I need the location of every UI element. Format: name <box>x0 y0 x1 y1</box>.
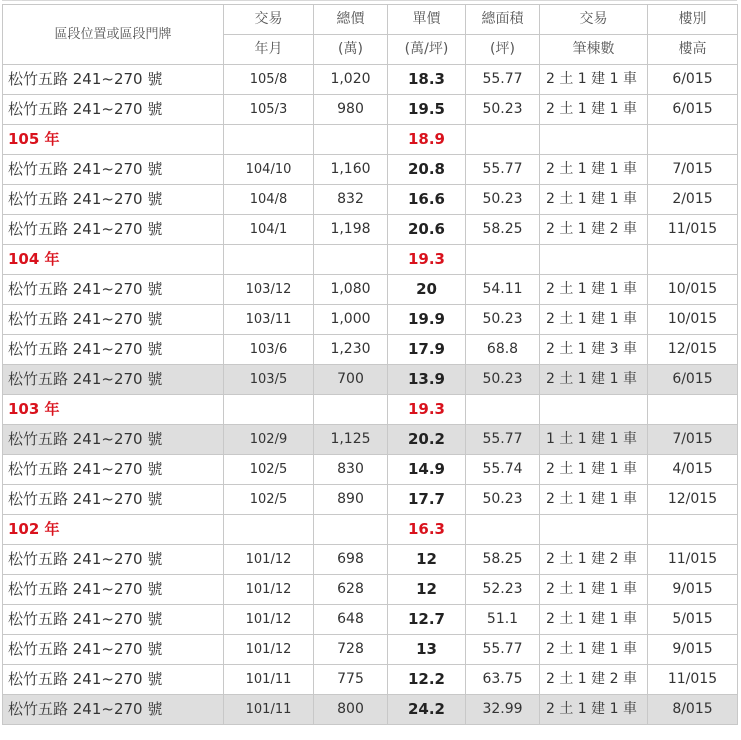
area-cell: 55.77 <box>466 65 540 95</box>
total-price-cell: 1,000 <box>314 305 388 335</box>
total-price-cell: 698 <box>314 545 388 575</box>
unit-price-cell: 14.9 <box>388 455 466 485</box>
area-cell: 50.23 <box>466 485 540 515</box>
area-cell: 52.23 <box>466 575 540 605</box>
header-trade-bottom: 年月 <box>224 35 314 65</box>
floor-cell: 12/015 <box>648 485 738 515</box>
address-cell: 松竹五路 241~270 號 <box>3 185 224 215</box>
year-summary-row <box>3 125 738 155</box>
deal-count-cell: 2 土 1 建 1 車 <box>540 575 648 605</box>
unit-price-cell: 13 <box>388 635 466 665</box>
floor-cell: 6/015 <box>648 365 738 395</box>
trade-date-cell: 101/11 <box>224 665 314 695</box>
table-row <box>3 305 738 335</box>
area-cell: 55.77 <box>466 425 540 455</box>
table-row <box>3 425 738 455</box>
address-cell: 松竹五路 241~270 號 <box>3 665 224 695</box>
deal-count-cell: 2 土 1 建 2 車 <box>540 545 648 575</box>
table-row <box>3 215 738 245</box>
table-row <box>3 485 738 515</box>
table-row <box>3 95 738 125</box>
address-cell: 松竹五路 241~270 號 <box>3 455 224 485</box>
floor-cell: 11/015 <box>648 545 738 575</box>
trade-date-cell: 103/6 <box>224 335 314 365</box>
deal-count-cell: 2 土 1 建 1 車 <box>540 365 648 395</box>
address-cell: 松竹五路 241~270 號 <box>3 155 224 185</box>
floor-cell: 6/015 <box>648 95 738 125</box>
area-cell: 55.77 <box>466 635 540 665</box>
deal-count-cell: 2 土 1 建 1 車 <box>540 185 648 215</box>
unit-price-cell: 20 <box>388 275 466 305</box>
address-cell: 松竹五路 241~270 號 <box>3 65 224 95</box>
address-cell: 松竹五路 241~270 號 <box>3 485 224 515</box>
area-cell: 68.8 <box>466 335 540 365</box>
table-row <box>3 545 738 575</box>
area-cell: 54.11 <box>466 275 540 305</box>
header-address: 區段位置或區段門牌 <box>3 5 224 65</box>
trade-date-cell: 103/5 <box>224 365 314 395</box>
header-floor-top: 樓別 <box>648 5 738 35</box>
unit-price-cell: 12 <box>388 575 466 605</box>
empty-cell <box>466 395 540 425</box>
trade-date-cell: 101/12 <box>224 605 314 635</box>
total-price-cell: 775 <box>314 665 388 695</box>
header-row-top <box>3 5 738 35</box>
deal-count-cell: 2 土 1 建 1 車 <box>540 275 648 305</box>
deal-count-cell: 2 土 1 建 1 車 <box>540 605 648 635</box>
trade-date-cell: 102/5 <box>224 455 314 485</box>
trade-date-cell: 105/8 <box>224 65 314 95</box>
address-cell: 松竹五路 241~270 號 <box>3 365 224 395</box>
total-price-cell: 1,230 <box>314 335 388 365</box>
table-row <box>3 635 738 665</box>
area-cell: 32.99 <box>466 695 540 725</box>
empty-cell <box>466 245 540 275</box>
unit-price-cell: 12 <box>388 545 466 575</box>
floor-cell: 9/015 <box>648 575 738 605</box>
floor-cell: 10/015 <box>648 275 738 305</box>
total-price-cell: 1,125 <box>314 425 388 455</box>
total-price-cell: 728 <box>314 635 388 665</box>
total-price-cell: 1,198 <box>314 215 388 245</box>
table-row <box>3 575 738 605</box>
year-label: 105 年 <box>3 125 224 155</box>
table-row <box>3 65 738 95</box>
empty-cell <box>314 395 388 425</box>
table-header <box>3 5 738 65</box>
empty-cell <box>314 245 388 275</box>
deal-count-cell: 1 土 1 建 1 車 <box>540 425 648 455</box>
trade-date-cell: 102/5 <box>224 485 314 515</box>
deal-count-cell: 2 土 1 建 1 車 <box>540 305 648 335</box>
table-row <box>3 365 738 395</box>
trade-date-cell: 104/1 <box>224 215 314 245</box>
area-cell: 55.77 <box>466 155 540 185</box>
empty-cell <box>314 125 388 155</box>
unit-price-cell: 12.2 <box>388 665 466 695</box>
year-average-unit-price: 19.3 <box>388 395 466 425</box>
table-row <box>3 275 738 305</box>
unit-price-cell: 20.2 <box>388 425 466 455</box>
deal-count-cell: 2 土 1 建 2 車 <box>540 215 648 245</box>
empty-cell <box>540 515 648 545</box>
trade-date-cell: 103/12 <box>224 275 314 305</box>
empty-cell <box>466 125 540 155</box>
trade-date-cell: 103/11 <box>224 305 314 335</box>
unit-price-cell: 17.7 <box>388 485 466 515</box>
table-row <box>3 335 738 365</box>
empty-cell <box>466 515 540 545</box>
deal-count-cell: 2 土 1 建 1 車 <box>540 635 648 665</box>
trade-date-cell: 101/12 <box>224 575 314 605</box>
total-price-cell: 1,160 <box>314 155 388 185</box>
area-cell: 55.74 <box>466 455 540 485</box>
total-price-cell: 832 <box>314 185 388 215</box>
header-deal-bottom: 筆棟數 <box>540 35 648 65</box>
unit-price-cell: 20.6 <box>388 215 466 245</box>
trade-date-cell: 101/12 <box>224 545 314 575</box>
area-cell: 58.25 <box>466 215 540 245</box>
address-cell: 松竹五路 241~270 號 <box>3 215 224 245</box>
empty-cell <box>540 395 648 425</box>
header-total-top: 總價 <box>314 5 388 35</box>
table-body <box>3 65 738 725</box>
total-price-cell: 830 <box>314 455 388 485</box>
year-average-unit-price: 16.3 <box>388 515 466 545</box>
total-price-cell: 1,020 <box>314 65 388 95</box>
header-trade-top: 交易 <box>224 5 314 35</box>
trade-date-cell: 105/3 <box>224 95 314 125</box>
empty-cell <box>648 245 738 275</box>
empty-cell <box>648 125 738 155</box>
total-price-cell: 980 <box>314 95 388 125</box>
floor-cell: 2/015 <box>648 185 738 215</box>
address-cell: 松竹五路 241~270 號 <box>3 545 224 575</box>
unit-price-cell: 12.7 <box>388 605 466 635</box>
year-label: 103 年 <box>3 395 224 425</box>
empty-cell <box>540 125 648 155</box>
address-cell: 松竹五路 241~270 號 <box>3 695 224 725</box>
unit-price-cell: 17.9 <box>388 335 466 365</box>
empty-cell <box>648 515 738 545</box>
floor-cell: 5/015 <box>648 605 738 635</box>
total-price-cell: 648 <box>314 605 388 635</box>
deal-count-cell: 2 土 1 建 1 車 <box>540 155 648 185</box>
table-row <box>3 455 738 485</box>
floor-cell: 11/015 <box>648 665 738 695</box>
address-cell: 松竹五路 241~270 號 <box>3 425 224 455</box>
header-unit-top: 單價 <box>388 5 466 35</box>
table-row <box>3 155 738 185</box>
area-cell: 50.23 <box>466 365 540 395</box>
table-row <box>3 185 738 215</box>
floor-cell: 9/015 <box>648 635 738 665</box>
deal-count-cell: 2 土 1 建 2 車 <box>540 665 648 695</box>
unit-price-cell: 24.2 <box>388 695 466 725</box>
empty-cell <box>224 245 314 275</box>
deal-count-cell: 2 土 1 建 1 車 <box>540 695 648 725</box>
area-cell: 50.23 <box>466 305 540 335</box>
year-label: 102 年 <box>3 515 224 545</box>
floor-cell: 7/015 <box>648 425 738 455</box>
area-cell: 58.25 <box>466 545 540 575</box>
empty-cell <box>648 395 738 425</box>
total-price-cell: 628 <box>314 575 388 605</box>
total-price-cell: 700 <box>314 365 388 395</box>
table-row <box>3 665 738 695</box>
transaction-table <box>2 4 738 725</box>
transaction-table-container <box>2 4 737 725</box>
address-cell: 松竹五路 241~270 號 <box>3 335 224 365</box>
trade-date-cell: 101/12 <box>224 635 314 665</box>
deal-count-cell: 2 土 1 建 1 車 <box>540 485 648 515</box>
empty-cell <box>224 515 314 545</box>
trade-date-cell: 104/8 <box>224 185 314 215</box>
empty-cell <box>314 515 388 545</box>
trade-date-cell: 102/9 <box>224 425 314 455</box>
unit-price-cell: 20.8 <box>388 155 466 185</box>
deal-count-cell: 2 土 1 建 3 車 <box>540 335 648 365</box>
header-area-top: 總面積 <box>466 5 540 35</box>
deal-count-cell: 2 土 1 建 1 車 <box>540 65 648 95</box>
floor-cell: 10/015 <box>648 305 738 335</box>
total-price-cell: 800 <box>314 695 388 725</box>
header-unit-bottom: (萬/坪) <box>388 35 466 65</box>
unit-price-cell: 18.3 <box>388 65 466 95</box>
header-area-bottom: (坪) <box>466 35 540 65</box>
area-cell: 50.23 <box>466 95 540 125</box>
unit-price-cell: 16.6 <box>388 185 466 215</box>
address-cell: 松竹五路 241~270 號 <box>3 575 224 605</box>
header-total-bottom: (萬) <box>314 35 388 65</box>
year-average-unit-price: 19.3 <box>388 245 466 275</box>
empty-cell <box>224 395 314 425</box>
area-cell: 63.75 <box>466 665 540 695</box>
floor-cell: 11/015 <box>648 215 738 245</box>
floor-cell: 8/015 <box>648 695 738 725</box>
table-row <box>3 605 738 635</box>
year-summary-row <box>3 395 738 425</box>
floor-cell: 4/015 <box>648 455 738 485</box>
empty-cell <box>540 245 648 275</box>
table-row <box>3 695 738 725</box>
deal-count-cell: 2 土 1 建 1 車 <box>540 95 648 125</box>
year-label: 104 年 <box>3 245 224 275</box>
address-cell: 松竹五路 241~270 號 <box>3 605 224 635</box>
floor-cell: 7/015 <box>648 155 738 185</box>
trade-date-cell: 104/10 <box>224 155 314 185</box>
address-cell: 松竹五路 241~270 號 <box>3 275 224 305</box>
total-price-cell: 890 <box>314 485 388 515</box>
header-floor-bottom: 樓高 <box>648 35 738 65</box>
total-price-cell: 1,080 <box>314 275 388 305</box>
address-cell: 松竹五路 241~270 號 <box>3 305 224 335</box>
floor-cell: 12/015 <box>648 335 738 365</box>
year-summary-row <box>3 515 738 545</box>
trade-date-cell: 101/11 <box>224 695 314 725</box>
floor-cell: 6/015 <box>648 65 738 95</box>
unit-price-cell: 13.9 <box>388 365 466 395</box>
address-cell: 松竹五路 241~270 號 <box>3 95 224 125</box>
address-cell: 松竹五路 241~270 號 <box>3 635 224 665</box>
header-deal-top: 交易 <box>540 5 648 35</box>
area-cell: 50.23 <box>466 185 540 215</box>
unit-price-cell: 19.5 <box>388 95 466 125</box>
area-cell: 51.1 <box>466 605 540 635</box>
unit-price-cell: 19.9 <box>388 305 466 335</box>
deal-count-cell: 2 土 1 建 1 車 <box>540 455 648 485</box>
year-summary-row <box>3 245 738 275</box>
empty-cell <box>224 125 314 155</box>
year-average-unit-price: 18.9 <box>388 125 466 155</box>
